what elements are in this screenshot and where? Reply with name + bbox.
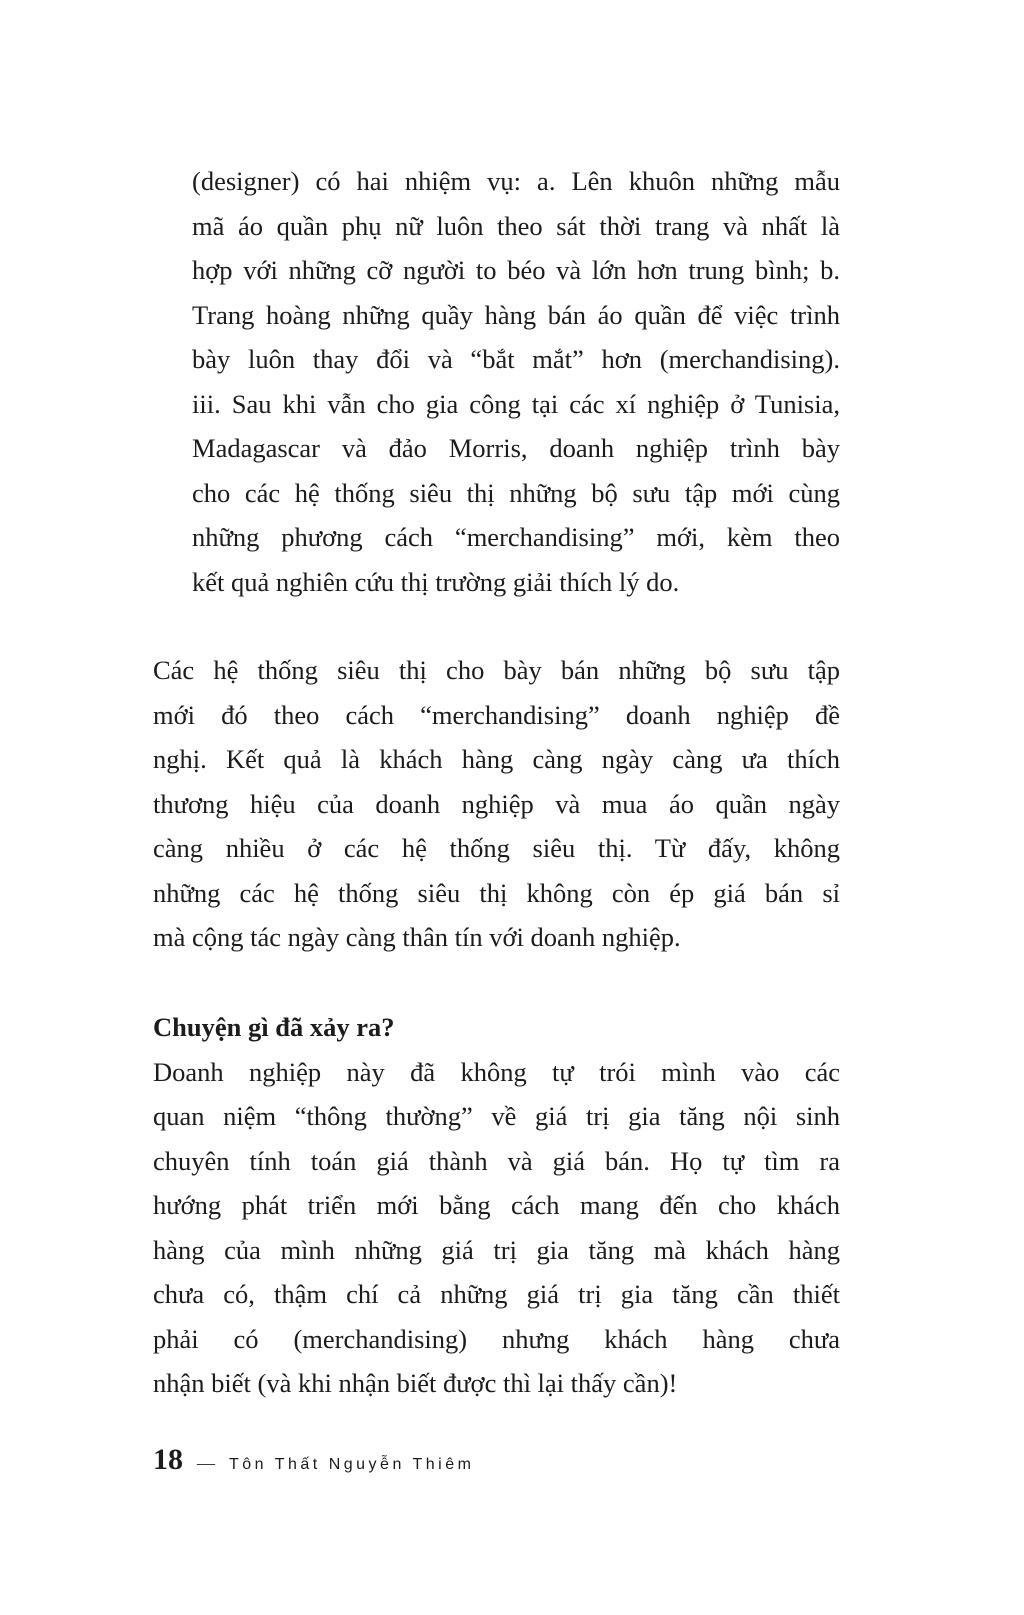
text-line: nghị. Kết quả là khách hàng càng ngày càng ưa thích <box>153 744 840 774</box>
footer-dash: — <box>197 1453 215 1473</box>
section-what-happened <box>153 1005 840 1406</box>
text-line: (designer) có hai nhiệm vụ: a. Lên khuôn những mẫu <box>192 166 840 196</box>
text-line: phải có (merchandising) nhưng khách hàng chưa <box>153 1323 840 1354</box>
text-line: Các hệ thống siêu thị cho bày bán những bộ sưu tập <box>153 655 840 685</box>
text-line: hướng phát triển mới bằng cách mang đến cho khách <box>153 1190 840 1220</box>
text-line: Madagascar và đảo Morris, doanh nghiệp trình bày <box>192 433 840 463</box>
text-line: kết quả nghiên cứu thị trường giải thích lý do. <box>192 566 680 597</box>
text-line: hợp với những cỡ người to béo và lớn hơn trung bình; b. <box>192 255 840 285</box>
paragraph-list-items <box>192 159 840 604</box>
author-name: Tôn Thất Nguyễn Thiêm <box>229 1456 475 1473</box>
text-line: mà cộng tác ngày càng thân tín với doanh nghiệp. <box>153 922 681 952</box>
section-heading: Chuyện gì đã xảy ra? <box>153 1012 395 1042</box>
text-line: nhận biết (và khi nhận biết được thì lại thấy cần)! <box>153 1368 678 1398</box>
text-line: bày luôn thay đổi và “bắt mắt” hơn (merchandising). <box>192 344 840 374</box>
text-line: những phương cách “merchandising” mới, kèm theo <box>192 522 840 552</box>
text-line: hàng của mình những giá trị gia tăng mà khách hàng <box>153 1234 840 1265</box>
text-line: chưa có, thậm chí cả những giá trị gia tăng cần thiết <box>153 1279 840 1309</box>
text-line: thương hiệu của doanh nghiệp và mua áo quần ngày <box>153 788 840 819</box>
text-line: Trang hoàng những quầy hàng bán áo quần để việc trình <box>192 299 840 330</box>
text-line: iii. Sau khi vẫn cho gia công tại các xí nghiệp ở Tunisia, <box>192 388 840 419</box>
page-footer <box>153 1443 474 1477</box>
text-line: càng nhiều ở các hệ thống siêu thị. Từ đấy, không <box>153 833 840 863</box>
page-number: 18 <box>153 1443 183 1476</box>
text-line: mới đó theo cách “merchandising” doanh nghiệp đề <box>153 699 840 730</box>
text-line: chuyên tính toán giá thành và giá bán. Họ tự tìm ra <box>153 1145 840 1176</box>
text-line: Doanh nghiệp này đã không tự trói mình vào các <box>153 1056 840 1087</box>
text-line: cho các hệ thống siêu thị những bộ sưu tập mới cùng <box>192 477 840 508</box>
text-line: mã áo quần phụ nữ luôn theo sát thời trang và nhất là <box>192 210 840 241</box>
text-line: những các hệ thống siêu thị không còn ép giá bán sỉ <box>153 877 840 908</box>
text-line: quan niệm “thông thường” về giá trị gia tăng nội sinh <box>153 1101 840 1131</box>
paragraph-body <box>153 648 840 960</box>
